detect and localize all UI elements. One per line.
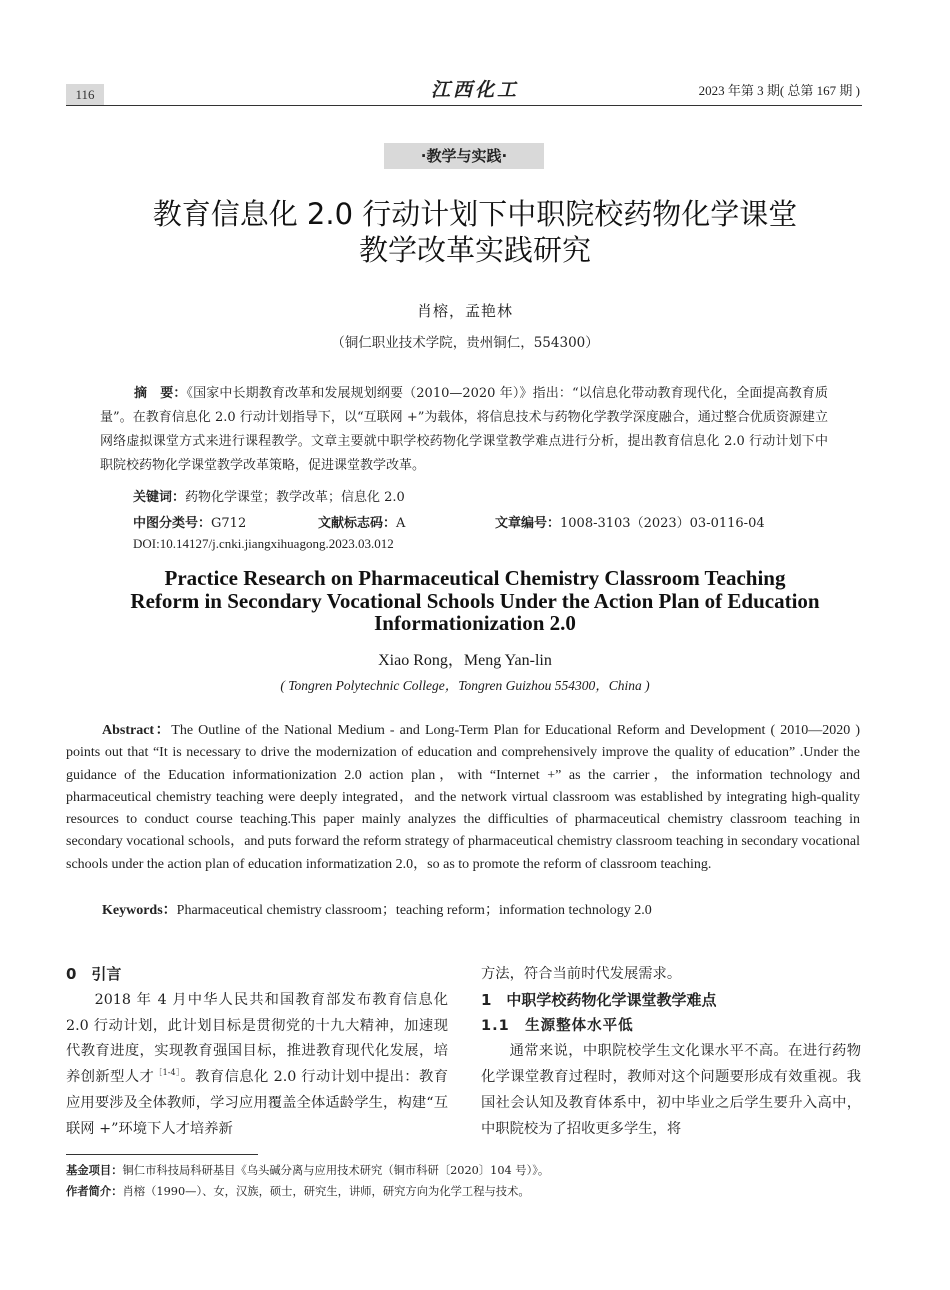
citation-ref: ［1-4］: [154, 1068, 181, 1078]
section-0-heading: 0 引言: [66, 965, 122, 983]
section-0-text-b: 。教育信息化 2.0 行动计划中提出：教育应用要涉及全体教师，学习应用覆盖全体适龄学生，构建“互联网 +”环境下人才培养新: [66, 1069, 448, 1137]
keywords-zh: [133, 486, 833, 505]
footnote-fund: [66, 1162, 866, 1180]
doc-code-label: 文献标志码：: [318, 516, 397, 531]
document-code: [318, 512, 405, 531]
doc-code-value: A: [396, 516, 406, 531]
clc-value: G712: [211, 516, 247, 531]
footnote-author: [66, 1183, 866, 1201]
title-en-line1: Practice Research on Pharmaceutical Chemistry Classroom Teaching: [164, 566, 786, 590]
abstract-zh-text: 《国家中长期教育改革和发展规划纲要（2010—2020 年）》指出：“以信息化带动教育现代化，全面提高教育质量”。在教育信息化 2.0 行动计划指导下，以“互联网 +”为载体，将信息技术与药物化学教学深度融合，通过整合优质资源建立网络虚拟课堂方式来进行课程教学。文章主要就中职学校药物化学课堂教学难点进行分析，提出教育信息化 2.0 行动计划下中职院校药物化学课堂教学改革策略，促进课堂教学改革。: [100, 386, 828, 473]
author-bio-text: 肖榕（1990—）、女，汉族，硕士，研究生，讲师，研究方向为化学工程与技术。: [122, 1185, 530, 1198]
doi: DOI:10.14127/j.cnki.jiangxihuagong.2023.03.012: [133, 536, 394, 551]
footnote-rule: [66, 1154, 258, 1155]
abstract-zh-label: 摘 要：: [134, 386, 187, 401]
section-1-heading: 1 中职学校药物化学课堂教学难点: [481, 990, 717, 1009]
body-left-column: [66, 962, 448, 1143]
affiliation-en: ( Tongren Polytechnic College，Tongren Guizhou 554300，China ): [280, 678, 650, 693]
section-1-1-paragraph: 通常来说，中职院校学生文化课水平不高。在进行药物化学课堂教育过程时，教师对这个问题要形成有效重视。我国社会认知及教育体系中，初中毕业之后学生要升入高中，中职院校为了招收更多学生，将: [481, 1043, 861, 1137]
keywords-zh-label: 关键词：: [133, 490, 186, 505]
body-right-column: [481, 962, 861, 1143]
article-no-value: 1008-3103（2023）03-0116-04: [560, 516, 765, 531]
section-0-text-a: 2018 年 4 月中华人民共和国教育部发布教育信息化 2.0 行动计划，此计划目标是贯彻党的十九大精神，加速现代教育进度，实现教育强国目标，推进教育现代化发展，培养创新型人才: [66, 991, 448, 1086]
abstract-en-text: The Outline of the National Medium - and Long-Term Plan for Educational Reform and Development ( 2010—2020 ) points out that “It is necessary to drive the modernization of education and comprehensively improve the quality of education” .Under the guidance of the Education informationization 2.0 action plan，with “Internet +” as the carrier，the information technology and pharmaceutical chemistry teaching were deeply integrated，and the network virtual classroom was established by integrating high-quality resources to conduct course teaching.This paper mainly analyzes the difficulties of pharmaceutical chemistry classroom teaching in secondary vocational schools，and puts forward the reform strategy of pharmaceutical chemistry classroom teaching in secondary vocational schools under the action plan of education informatization 2.0，so as to promote the reform of classroom teaching.: [66, 723, 860, 872]
title-en-line2: Reform in Secondary Vocational Schools Under the Action Plan of Education: [130, 588, 820, 613]
authors-zh: 肖榕，孟艳林: [416, 302, 513, 320]
affiliation-zh: （铜仁职业技术学院，贵州铜仁，554300）: [331, 335, 599, 351]
continued-text: 方法，符合当前时代发展需求。: [481, 966, 682, 982]
keywords-en: [102, 899, 862, 919]
header-rule: [66, 105, 862, 106]
title-en-line3: Informationization 2.0: [374, 611, 576, 635]
article-number: [495, 512, 765, 531]
article-no-label: 文章编号：: [495, 516, 561, 531]
authors-en: Xiao Rong，Meng Yan-lin: [378, 652, 552, 669]
keywords-en-text: Pharmaceutical chemistry classroom；teaching reform；information technology 2.0: [176, 903, 652, 918]
journal-logo: 江西化工: [430, 79, 519, 101]
keywords-zh-text: 药物化学课堂；教学改革；信息化 2.0: [185, 490, 405, 505]
keywords-en-label: Keywords：: [102, 903, 177, 918]
clc-label: 中图分类号：: [133, 516, 212, 531]
issue-info: 2023 年第 3 期( 总第 167 期 ): [698, 83, 860, 98]
title-en: [60, 567, 890, 635]
abstract-en-label: Abstract：: [102, 723, 172, 738]
author-bio-label: 作者简介：: [66, 1185, 123, 1198]
section-1-1-heading: 1.1 生源整体水平低: [481, 1017, 634, 1034]
clc-number: [133, 512, 246, 531]
section-0-paragraph: [66, 988, 448, 1143]
section-tag: ·教学与实践·: [384, 143, 544, 169]
title-zh-line1: 教育信息化 2.0 行动计划下中职院校药物化学课堂: [152, 197, 798, 231]
title-zh-line2: 教学改革实践研究: [358, 233, 591, 267]
abstract-zh: [100, 382, 828, 478]
abstract-en: [66, 720, 860, 876]
page-number: 116: [66, 84, 104, 106]
fund-text: 铜仁市科技局科研基目《乌头碱分离与应用技术研究（铜市科研〔2020〕104 号）》。: [122, 1164, 550, 1177]
fund-label: 基金项目：: [66, 1164, 123, 1177]
